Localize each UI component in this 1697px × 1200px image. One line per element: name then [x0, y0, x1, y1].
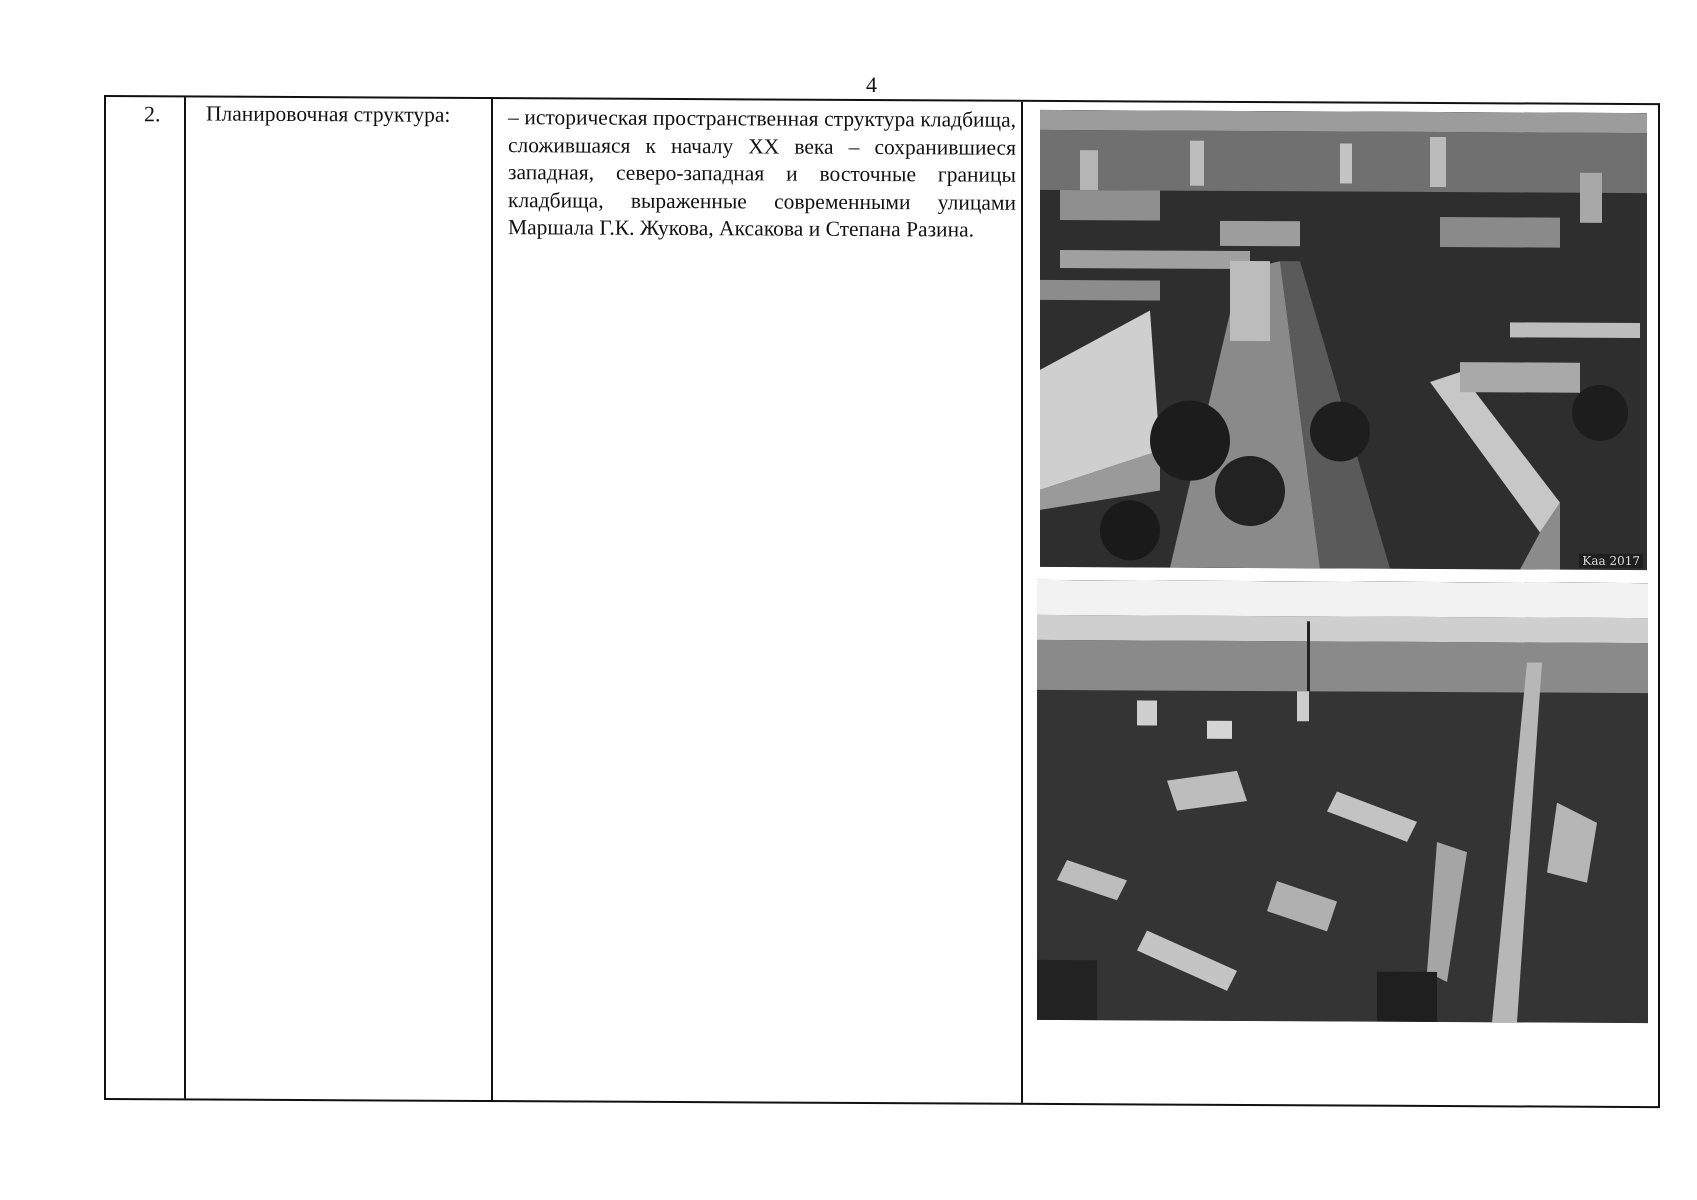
aerial-photo-bottom — [1037, 580, 1648, 1023]
aerial-photo-top-image — [1040, 110, 1647, 570]
row-description: – историческая пространственная структура кладбища, сложившаяся к началу XX века – сохранившиеся западная, северо-западная и восточные границы кладбища, выраженные современными улицами Маршала Г.К. Жукова, Аксакова и Степана Разина. — [508, 105, 1016, 242]
aerial-photo-top — [1040, 110, 1647, 570]
row-number: 2. — [144, 101, 161, 127]
document-table — [104, 95, 1660, 1108]
column-divider — [184, 97, 186, 1098]
photo-credit: Kaa 2017 — [1579, 554, 1643, 568]
page-number: 4 — [866, 72, 877, 97]
column-divider — [1021, 102, 1023, 1103]
column-divider — [491, 99, 493, 1100]
aerial-photo-bottom-image — [1037, 580, 1648, 1023]
row-label: Планировочная структура: — [206, 101, 451, 127]
